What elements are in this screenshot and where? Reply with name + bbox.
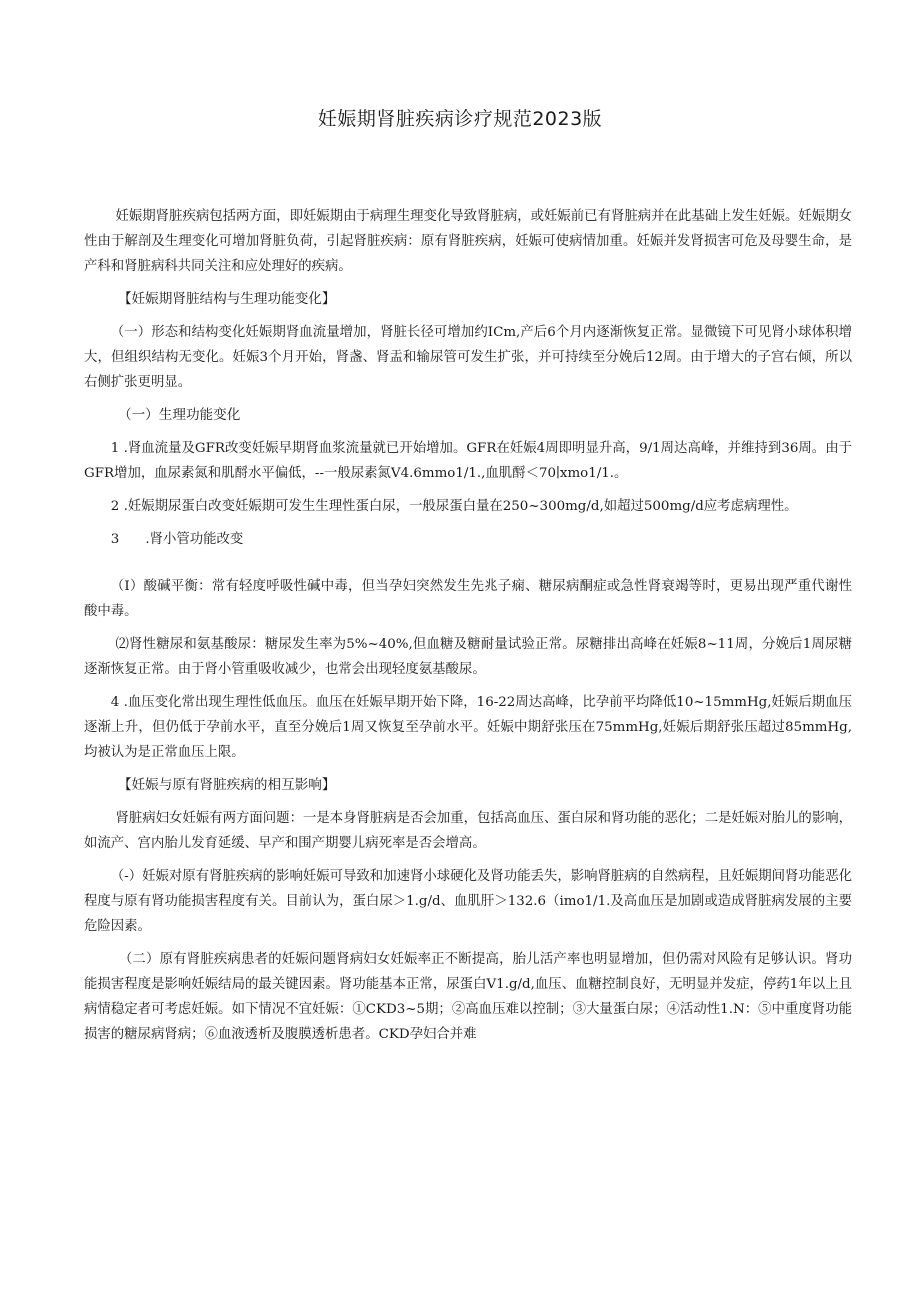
morphology-paragraph: （一）形态和结构变化妊娠期肾血流量增加，肾脏长径可增加约ICm,产后6个月内逐渐恢复正常。显微镜下可见肾小球体积增大，但组织结构无变化。妊娠3个月开始，肾盏、肾盂和输尿管可发生扩张，并可持续至分娩后12周。由于增大的子宫右倾，所以右侧扩张更明显。 (84, 325, 852, 390)
item-1-paragraph: 1 .肾血流量及GFR改变妊娠早期肾血浆流量就已开始增加。GFR在妊娠4周即明显升高，9/1周达高峰，并维持到36周。由于GFR增加，血尿素氮和肌酹水平偏低，--一般尿素氮V4.6mmo1∕1.,血肌酹＜70∣xmo1∕1.。 (84, 441, 852, 481)
subsection-heading-function: （一）生理功能变化 (118, 407, 241, 423)
document-body (84, 204, 852, 1055)
item-3-text: .肾小管功能改变 (145, 532, 244, 547)
item-2-paragraph: 2 .妊娠期尿蛋白改变妊娠期可发生生理性蛋白尿，一般尿蛋白量在250~300mg∕d,如超过500mg∕d应考虑病理性。 (110, 499, 798, 514)
item-3-number: 3 (110, 532, 120, 547)
interaction-intro-paragraph: 肾脏病妇女妊娠有两方面问题：一是本身肾脏病是否会加重，包括高血压、蛋白尿和肾功能的恶化；二是妊娠对胎儿的影响，如流产、宫内胎儿发育延缓、早产和围产期婴儿病死率是否会增高。 (84, 811, 852, 851)
pregnancy-issues-paragraph: （二）原有肾脏疾病患者的妊娠问题肾病妇女妊娠率正不断提高，胎儿活产率也明显增加，但仍需对风险有足够认识。肾功能损害程度是影响妊娠结局的最关键因素。肾功能基本正常，尿蛋白V1.g∕d,血压、血糖控制良好，无明显并发症，停药1年以上且病情稳定者可考虑妊娠。如下情况不宜妊娠：①CKD3~5期；②高血压难以控制；③大量蛋白尿；④活动性1.N：⑤中重度肾功能损害的糖尿病肾病；⑥血液透析及腹膜透析患者。CKD孕妇合并难 (84, 952, 852, 1042)
section-heading-interaction: 【妊娠与原有肾脏疾病的相互影响】 (118, 777, 336, 793)
intro-paragraph: 妊娠期肾脏疾病包括两方面，即妊娠期由于病理生理变化导致肾脏病，或妊娠前已有肾脏病并在此基础上发生妊娠。妊娠期女性由于解剖及生理变化可增加肾脏负荷，引起肾脏疾病：原有肾脏疾病，妊娠可使病情加重。妊娠并发肾损害可危及母婴生命，是产科和肾脏病科共同关注和应处理好的疾病。 (84, 209, 852, 274)
item-3-heading (84, 527, 852, 552)
section-heading-physiology: 【妊娠期肾脏结构与生理功能变化】 (118, 291, 336, 307)
item-4-paragraph: 4 .血压变化常出现生理性低血压。血压在妊娠早期开始下降，16-22周达高峰，比孕前平均降低10~15mmHg,妊娠后期血压逐渐上升，但仍低于孕前水平，直至分娩后1周又恢复至孕前水平。妊娠中期舒张压在75mmHg,妊娠后期舒张压超过85mmHg,均被认为是正常血压上限。 (84, 695, 852, 760)
item-3a-paragraph: （I）酸碱平衡：常有轻度呼吸性碱中毒，但当孕妇突然发生先兆子痫、糖尿病酮症或急性肾衰竭等时，更易出现严重代谢性酸中毒。 (84, 579, 852, 619)
document-title: 妊娠期肾脏疾病诊疗规范2023版 (317, 108, 603, 130)
pregnancy-effect-paragraph: （-）妊娠对原有肾脏疾病的影响妊娠可导致和加速肾小球硬化及肾功能丢失，影响肾脏病的自然病程，且妊娠期间肾功能恶化程度与原有肾功能损害程度有关。目前认为，蛋白尿＞1.g∕d、血肌肝＞132.6（imo1∕1.及高血压是加剧或造成肾脏病发展的主要危险因素。 (84, 869, 852, 934)
item-3b-paragraph: ⑵肾性糖尿和氨基酸尿：糖尿发生率为5%~40%,但血糖及糖耐量试验正常。尿糖排出高峰在妊娠8~11周，分娩后1周尿糖逐渐恢复正常。由于肾小管重吸收减少，也常会出现轻度氨基酸尿。 (84, 637, 852, 677)
